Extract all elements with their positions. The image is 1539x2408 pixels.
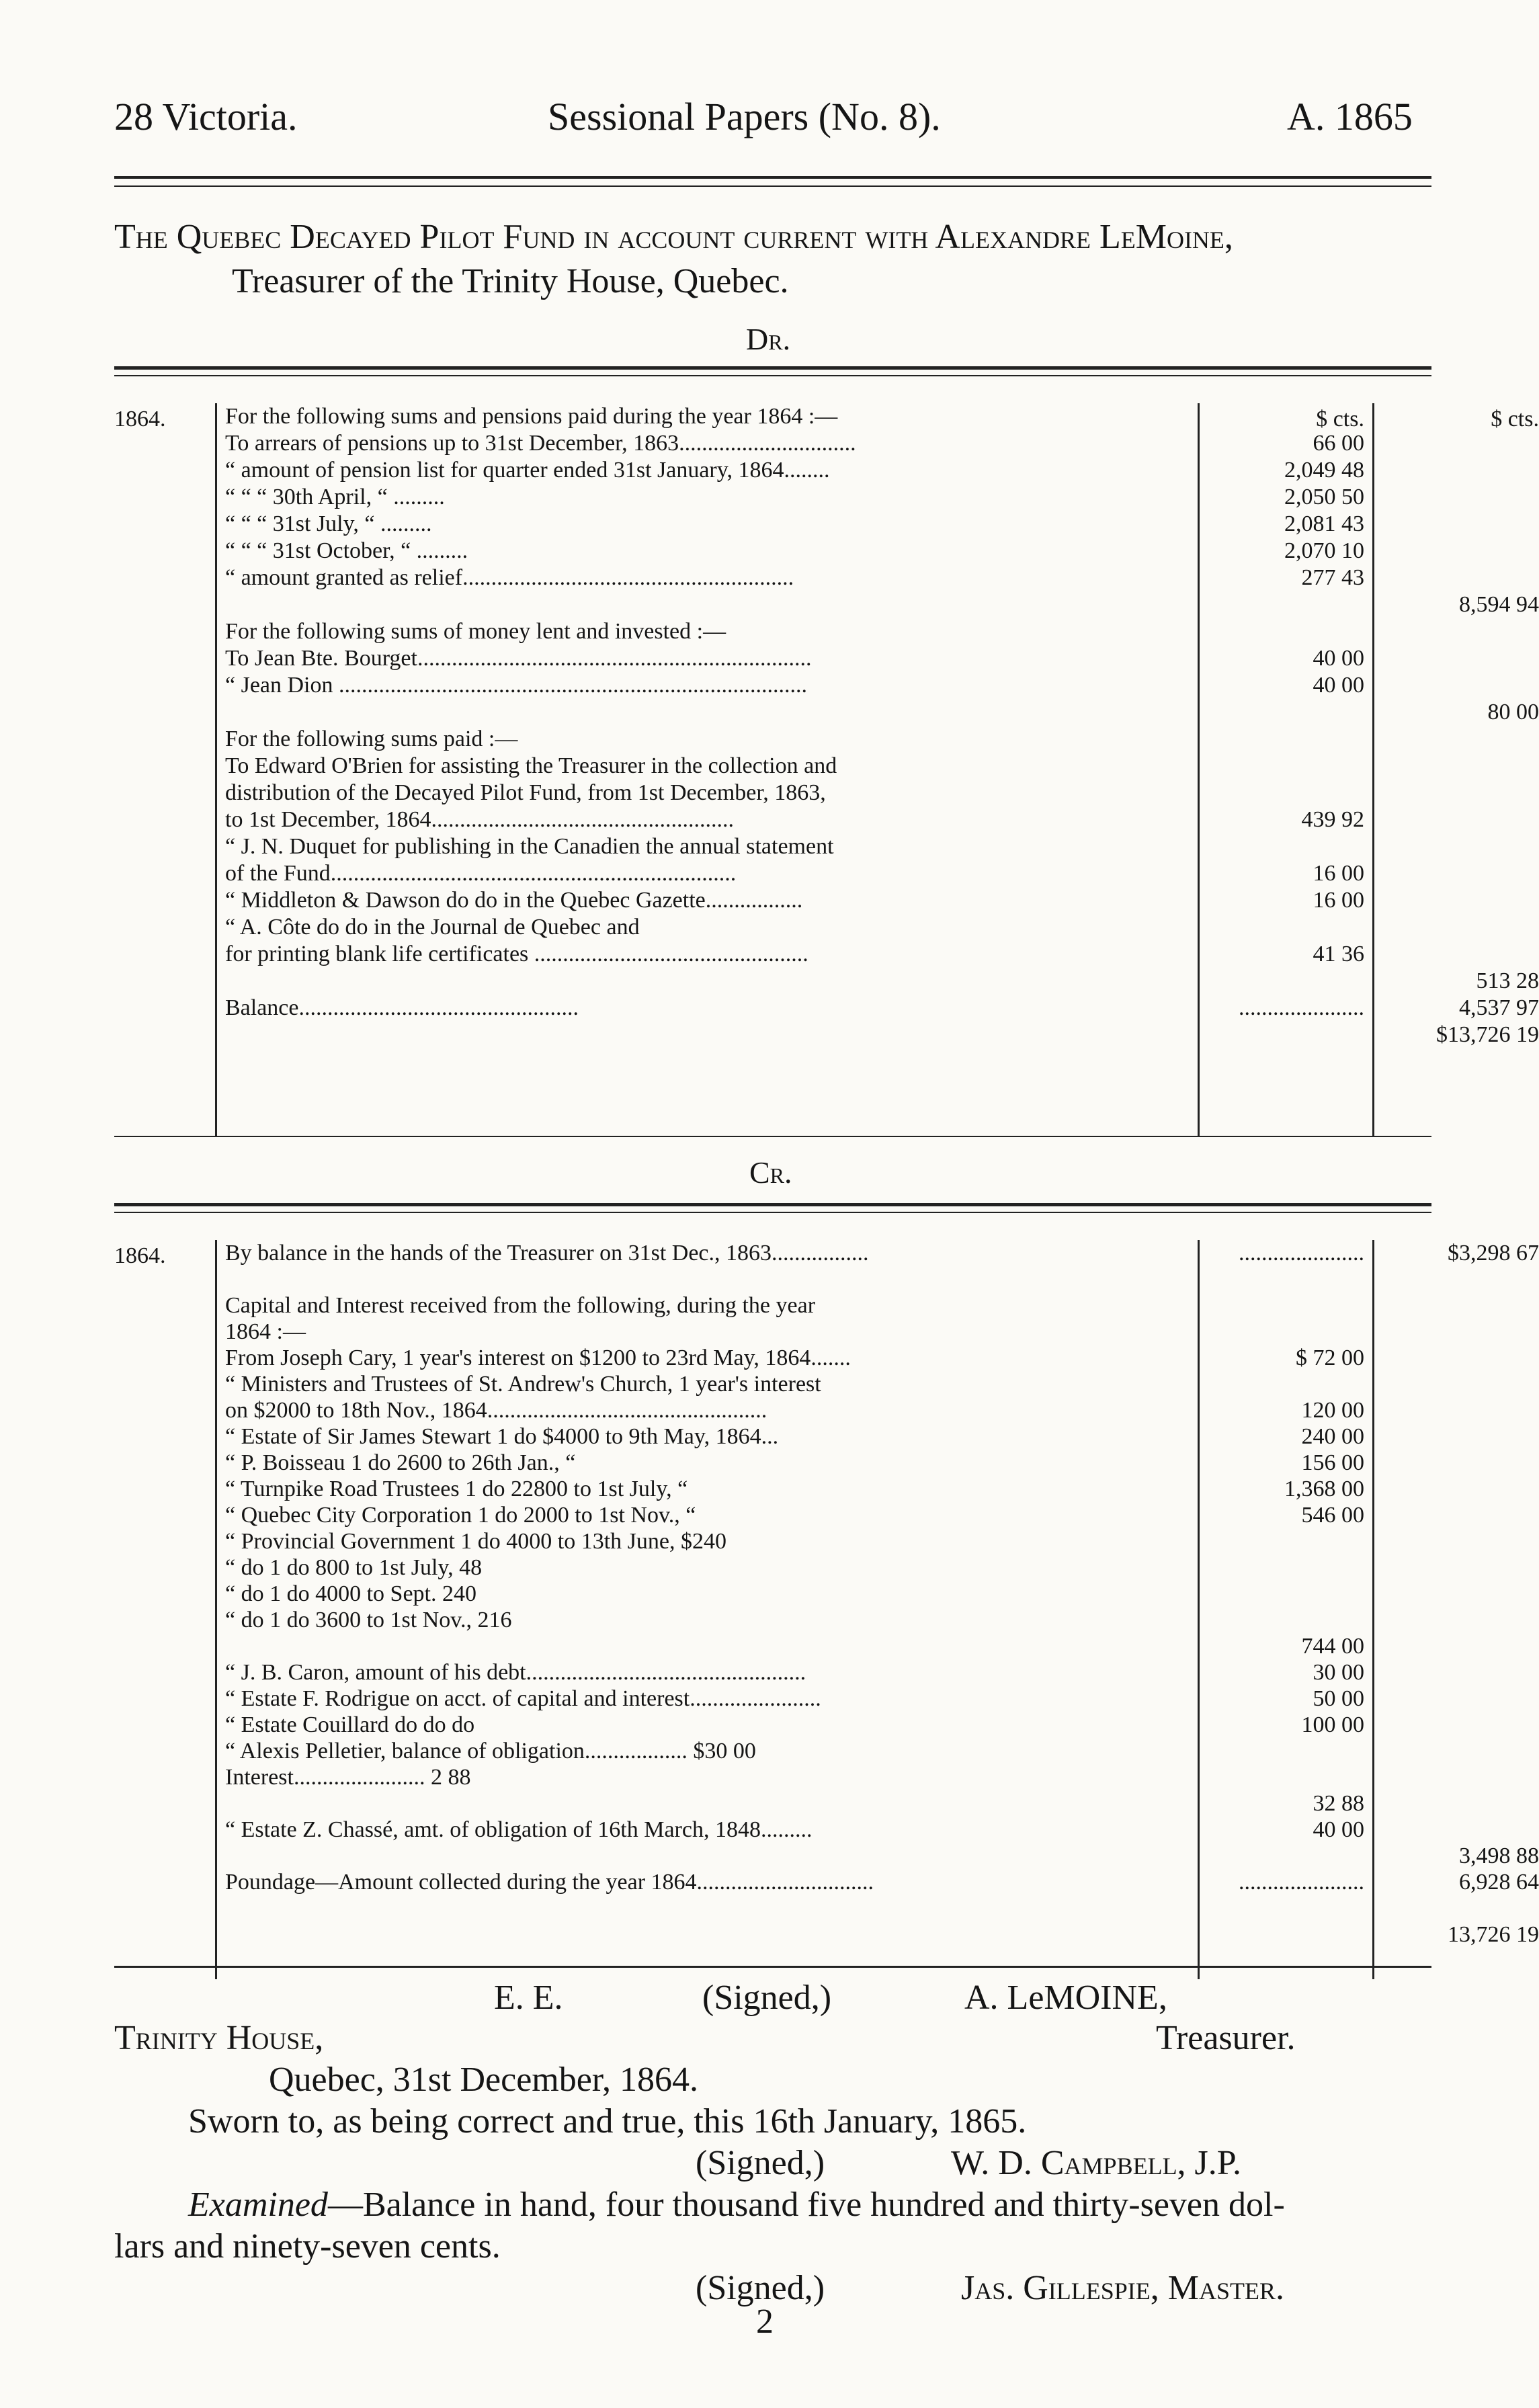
cr-row-amount: 546 00 — [1301, 1503, 1364, 1528]
dr-row-total: 513 28 — [1476, 968, 1539, 993]
dr-table-row — [114, 699, 1539, 726]
cr-table-row — [114, 1554, 1431, 1581]
header-left: 28 Victoria. — [114, 95, 298, 138]
cr-row-description: 1864 :— — [225, 1319, 306, 1344]
cr-table — [114, 1240, 1539, 1979]
dr-row-amount: 16 00 — [1313, 888, 1364, 913]
cr-row-amount: 156 00 — [1301, 1450, 1364, 1475]
cr-row-description: “ Alexis Pelletier, balance of obligation.................. $30 00 — [225, 1739, 756, 1763]
dr-row-total: 4,537 97 — [1459, 995, 1539, 1020]
dr-rule-top-thin — [114, 375, 1431, 376]
cr-row-description: Poundage—Amount collected during the year 1864............................... — [225, 1870, 874, 1895]
cr-table-row — [114, 1581, 1431, 1608]
cr-row-amount: 30 00 — [1313, 1660, 1364, 1685]
cr-table-row — [114, 1423, 1431, 1450]
cr-table-row — [114, 1712, 1431, 1739]
footer-examined-text: —Balance in hand, four thousand five hundred and thirty-seven dol- — [327, 2186, 1285, 2224]
dr-row-description: To Jean Bte. Bourget..................................................................... — [225, 646, 812, 671]
dr-table-row — [114, 591, 1539, 618]
cr-table-row — [114, 1319, 1431, 1345]
footer-name-3: Jas. Gillespie, Master. — [961, 2269, 1285, 2307]
cr-table-row — [114, 1292, 1431, 1319]
dr-row-description: To Edward O'Brien for assisting the Treasurer in the collection and — [225, 753, 837, 778]
dr-row-description: To arrears of pensions up to 31st December, 1863............................... — [225, 431, 856, 456]
dr-table-row — [114, 484, 1431, 511]
dr-row-amount: 2,081 43 — [1284, 511, 1364, 536]
cr-row-description: Capital and Interest received from the following, during the year — [225, 1293, 816, 1318]
dr-table — [114, 403, 1539, 1136]
dr-row-amount: 2,050 50 — [1284, 485, 1364, 509]
cr-table-row — [114, 1921, 1539, 1948]
dr-table-row — [114, 887, 1431, 914]
header-rule-thin — [114, 185, 1431, 187]
footer-signed-2: (Signed,) — [696, 2144, 825, 2182]
dr-table-row — [114, 860, 1431, 887]
dr-col-unit-1: $ cts. — [1316, 407, 1364, 431]
dr-year: 1864. — [114, 407, 166, 431]
cr-table-row — [114, 1450, 1431, 1477]
cr-row-amount: 32 88 — [1313, 1791, 1364, 1816]
dr-row-amount: 66 00 — [1313, 431, 1364, 456]
cr-row-description: “ do 1 do 800 to 1st July, 48 — [225, 1555, 483, 1580]
cr-rule-top — [114, 1203, 1431, 1206]
footer-name-2: W. D. Campbell, J.P. — [951, 2144, 1241, 2182]
cr-table-row — [114, 1790, 1431, 1817]
dr-table-row — [114, 618, 1431, 645]
header-center: Sessional Papers (No. 8). — [548, 95, 941, 138]
cr-table-row — [114, 1633, 1431, 1660]
dr-table-row — [114, 430, 1431, 457]
dr-table-row — [114, 780, 1431, 806]
cr-row-description: “ Estate Couillard do do do — [225, 1712, 475, 1737]
cr-table-row — [114, 1371, 1431, 1398]
dr-table-row — [114, 968, 1539, 995]
cr-row-description: By balance in the hands of the Treasurer on 31st Dec., 1863................. — [225, 1241, 869, 1265]
dr-row-description: “ Jean Dion .................................................................................. — [225, 673, 808, 698]
dr-row-description: “ A. Côte do do in the Journal de Quebec and — [225, 915, 640, 940]
dr-row-amount: 439 92 — [1301, 807, 1364, 832]
cr-table-row — [114, 1843, 1539, 1870]
dr-table-row — [114, 753, 1431, 780]
dr-row-description: For the following sums of money lent and invested :— — [225, 619, 726, 644]
cr-table-row — [114, 1266, 1431, 1293]
dr-row-amount: 2,049 48 — [1284, 458, 1364, 483]
cr-row-amount: ...................... — [1239, 1870, 1364, 1895]
dr-row-amount: 41 36 — [1313, 942, 1364, 966]
cr-row-description: “ Provincial Government 1 do 4000 to 13th June, $240 — [225, 1529, 727, 1554]
title-line-2: Treasurer of the Trinity House, Quebec. — [232, 262, 789, 300]
cr-row-description: “ Turnpike Road Trustees 1 do 22800 to 1st July, “ — [225, 1477, 688, 1501]
dr-row-description: For the following sums and pensions paid during the year 1864 :— — [225, 404, 838, 429]
cr-row-amount: 50 00 — [1313, 1686, 1364, 1711]
footer-sworn: Sworn to, as being correct and true, this 16th January, 1865. — [188, 2102, 1027, 2141]
cr-row-amount: 1,368 00 — [1284, 1477, 1364, 1501]
footer-signed-3: (Signed,) — [696, 2269, 825, 2307]
cr-table-row — [114, 1659, 1431, 1686]
dr-table-row — [114, 914, 1431, 941]
cr-rule-bottom — [114, 1966, 1431, 1968]
dr-row-description: “ J. N. Duquet for publishing in the Canadien the annual statement — [225, 834, 834, 859]
cr-table-row — [114, 1240, 1539, 1267]
dr-row-amount: 277 43 — [1301, 565, 1364, 590]
cr-row-description: “ Ministers and Trustees of St. Andrew's Church, 1 year's interest — [225, 1372, 821, 1397]
dr-row-amount: 2,070 10 — [1284, 538, 1364, 563]
cr-rule-top-thin — [114, 1212, 1431, 1213]
dr-table-row — [114, 565, 1431, 591]
cr-row-amount: 40 00 — [1313, 1817, 1364, 1842]
cr-table-row — [114, 1895, 1431, 1922]
account-title — [114, 215, 1431, 304]
cr-row-amount: 120 00 — [1301, 1398, 1364, 1423]
footer-examined-text-2: lars and ninety-seven cents. — [114, 2227, 501, 2266]
dr-table-row — [114, 833, 1431, 860]
cr-table-row — [114, 1476, 1431, 1503]
cr-table-row — [114, 1817, 1431, 1843]
dr-row-description: “ amount granted as relief.......................................................... — [225, 565, 794, 590]
cr-row-amount: 100 00 — [1301, 1712, 1364, 1737]
dr-row-description: “ amount of pension list for quarter ended 31st January, 1864........ — [225, 458, 830, 483]
cr-row-description: “ P. Boisseau 1 do 2600 to 26th Jan., “ — [225, 1450, 576, 1475]
cr-row-total: $3,298 67 — [1448, 1241, 1539, 1265]
header-right: A. 1865 — [1287, 95, 1413, 138]
dr-row-description: For the following sums paid :— — [225, 726, 518, 751]
dr-rule-top — [114, 366, 1431, 370]
footer-ee: E. E. — [494, 1979, 563, 2017]
cr-row-description: “ Estate Z. Chassé, amt. of obligation of 16th March, 1848......... — [225, 1817, 813, 1842]
footer-date: Quebec, 31st December, 1864. — [269, 2061, 699, 2099]
dr-row-amount: 40 00 — [1313, 673, 1364, 698]
cr-table-row — [114, 1345, 1431, 1372]
header-rule — [114, 176, 1431, 179]
cr-heading: Cr. — [749, 1155, 792, 1190]
dr-row-total: 80 00 — [1487, 700, 1539, 724]
footer-treasurer: Treasurer. — [1156, 2019, 1296, 2057]
cr-row-description: “ do 1 do 4000 to Sept. 240 — [225, 1581, 476, 1606]
page-number: 2 — [756, 2302, 774, 2341]
cr-table-row — [114, 1869, 1539, 1896]
cr-row-amount: $ 72 00 — [1296, 1345, 1364, 1370]
cr-row-total: 13,726 19 — [1448, 1922, 1539, 1947]
dr-row-description: of the Fund....................................................................... — [225, 861, 737, 886]
dr-row-description: “ “ “ 31st July, “ ......... — [225, 511, 432, 536]
dr-table-row — [114, 941, 1431, 968]
cr-table-row — [114, 1764, 1431, 1791]
dr-row-description: “ “ “ 31st October, “ ......... — [225, 538, 468, 563]
dr-table-row — [114, 726, 1431, 753]
footer-name-1: A. LeMOINE, — [964, 1979, 1167, 2017]
dr-rule-bottom — [114, 1136, 1431, 1137]
dr-table-row — [114, 995, 1539, 1022]
footer-signed-1: (Signed,) — [702, 1979, 832, 2017]
cr-table-row — [114, 1502, 1431, 1529]
cr-table-row — [114, 1738, 1431, 1765]
dr-row-description: “ “ “ 30th April, “ ......... — [225, 485, 445, 509]
cr-table-row — [114, 1528, 1431, 1555]
cr-row-description: “ Quebec City Corporation 1 do 2000 to 1st Nov., “ — [225, 1503, 696, 1528]
cr-row-description: Interest....................... 2 88 — [225, 1765, 471, 1790]
dr-table-row — [114, 806, 1431, 833]
dr-row-description: to 1st December, 1864..................................................... — [225, 807, 734, 832]
dr-table-row — [114, 645, 1431, 672]
dr-table-row — [114, 403, 1431, 430]
dr-table-row — [114, 457, 1431, 484]
dr-table-row — [114, 1022, 1539, 1048]
cr-row-description: on $2000 to 18th Nov., 1864................................................. — [225, 1398, 767, 1423]
dr-heading: Dr. — [746, 322, 791, 356]
cr-year: 1864. — [114, 1243, 166, 1268]
cr-row-description: “ J. B. Caron, amount of his debt................................................. — [225, 1660, 806, 1685]
footer-examined — [188, 2183, 1438, 2227]
dr-row-description: “ Middleton & Dawson do do in the Quebec Gazette................. — [225, 888, 803, 913]
dr-row-description: Balance................................................. — [225, 995, 579, 1020]
cr-table-row — [114, 1397, 1431, 1424]
dr-row-total: 8,594 94 — [1459, 592, 1539, 617]
dr-table-row — [114, 538, 1431, 565]
cr-row-total: 3,498 88 — [1459, 1843, 1539, 1868]
cr-table-row — [114, 1686, 1431, 1712]
dr-row-amount: 16 00 — [1313, 861, 1364, 886]
dr-col-unit-2: $ cts. — [1491, 407, 1539, 431]
cr-row-description: “ Estate of Sir James Stewart 1 do $4000 to 9th May, 1864... — [225, 1424, 779, 1449]
dr-row-description: for printing blank life certificates ................................................ — [225, 942, 808, 966]
dr-row-amount: ...................... — [1239, 995, 1364, 1020]
cr-table-row — [114, 1607, 1431, 1634]
cr-row-amount: 744 00 — [1301, 1634, 1364, 1659]
cr-row-amount: 240 00 — [1301, 1424, 1364, 1449]
cr-row-description: “ do 1 do 3600 to 1st Nov., 216 — [225, 1608, 512, 1632]
cr-row-total: 6,928 64 — [1459, 1870, 1539, 1895]
dr-table-row — [114, 511, 1431, 538]
dr-row-amount: 40 00 — [1313, 646, 1364, 671]
dr-row-description: distribution of the Decayed Pilot Fund, from 1st December, 1863, — [225, 780, 826, 805]
cr-row-description: From Joseph Cary, 1 year's interest on $1200 to 23rd May, 1864....... — [225, 1345, 851, 1370]
dr-table-row — [114, 672, 1431, 699]
footer-examined-label: Examined — [188, 2186, 328, 2224]
footer-trinity-house: Trinity House, — [114, 2019, 324, 2057]
cr-row-amount: ...................... — [1239, 1241, 1364, 1265]
cr-row-description: “ Estate F. Rodrigue on acct. of capital and interest....................... — [225, 1686, 821, 1711]
title-line-1: The Quebec Decayed Pilot Fund in account current with Alexandre LeMoine, — [114, 218, 1233, 256]
dr-row-total: $13,726 19 — [1436, 1022, 1539, 1047]
